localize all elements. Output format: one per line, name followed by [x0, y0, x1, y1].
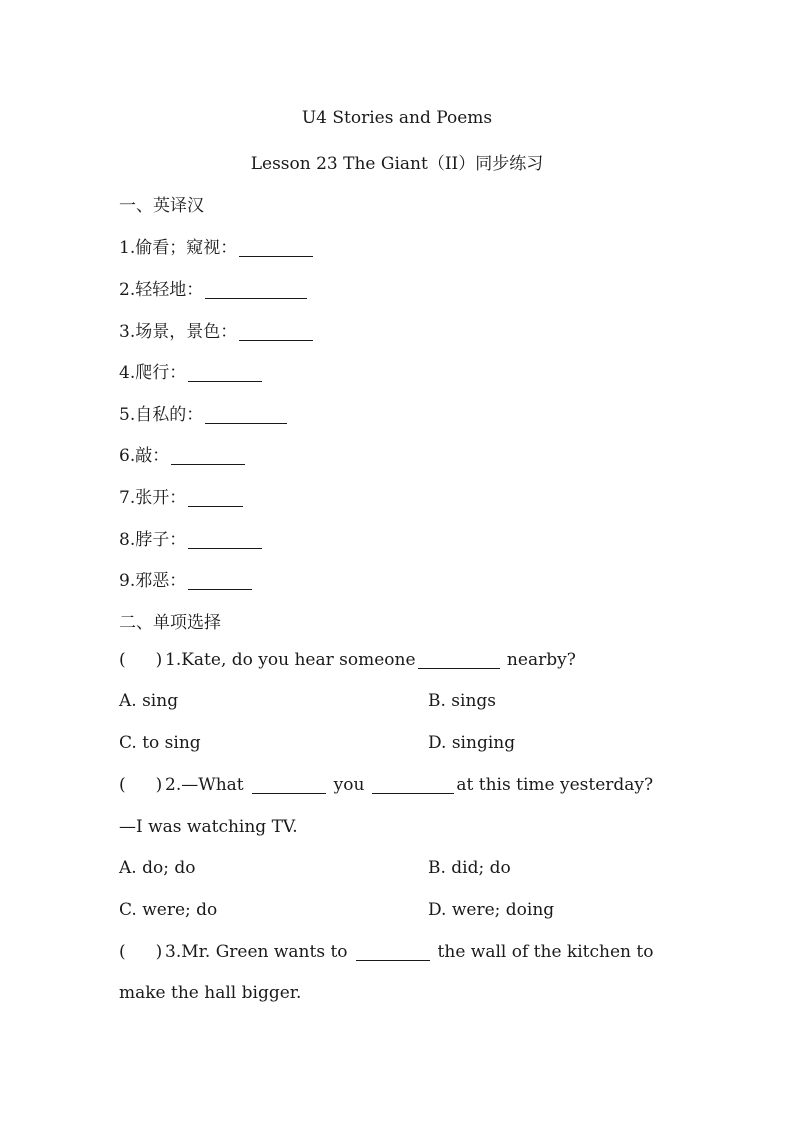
- answer-blank-4[interactable]: [188, 380, 262, 382]
- section-heading-translation: 一、英译汉: [119, 196, 204, 216]
- answer-paren-1[interactable]: ( ): [119, 650, 163, 670]
- answer-blank-6[interactable]: [171, 463, 245, 465]
- vocab-item-5: [119, 400, 289, 425]
- vocab-item-2: [119, 275, 309, 300]
- answer-blank-3[interactable]: [239, 339, 313, 341]
- question-1: [119, 650, 576, 670]
- answer-blank-2[interactable]: [205, 297, 307, 299]
- answer-paren-3[interactable]: ( ): [119, 942, 163, 962]
- question-3-text-before: 3.Mr. Green wants to: [165, 942, 348, 962]
- vocab-label-4: 4.爬行：: [119, 363, 187, 383]
- answer-blank-1[interactable]: [239, 255, 313, 257]
- vocab-label-3: 3.场景，景色：: [119, 322, 238, 342]
- vocab-label-7: 7.张开：: [119, 488, 187, 508]
- answer-blank-9[interactable]: [188, 588, 252, 590]
- vocab-item-1: [119, 233, 315, 258]
- vocab-item-4: [119, 358, 264, 383]
- answer-paren-2[interactable]: ( ): [119, 775, 163, 795]
- question-3-text-after: the wall of the kitchen to: [437, 942, 654, 962]
- vocab-item-3: [119, 317, 315, 342]
- section-heading-choice: 二、单项选择: [119, 613, 221, 633]
- document-title: U4 Stories and Poems: [301, 108, 493, 128]
- vocab-item-7: [119, 483, 245, 508]
- question-2-option-a[interactable]: A. do; do: [119, 858, 196, 878]
- answer-blank-5[interactable]: [205, 422, 287, 424]
- document-subtitle: Lesson 23 The Giant（II）同步练习: [250, 154, 544, 174]
- vocab-label-1: 1.偷看；窥视：: [119, 238, 238, 258]
- question-2-answer-line: —I was watching TV.: [119, 817, 298, 837]
- question-2-text-mid: you: [333, 775, 365, 795]
- answer-blank-7[interactable]: [188, 505, 243, 507]
- question-1-text-before: 1.Kate, do you hear someone: [165, 650, 416, 670]
- vocab-label-2: 2.轻轻地：: [119, 280, 204, 300]
- question-2-option-b[interactable]: B. did; do: [428, 858, 511, 878]
- question-3: [119, 942, 653, 962]
- answer-blank-8[interactable]: [188, 547, 262, 549]
- vocab-label-6: 6.敲：: [119, 446, 170, 466]
- vocab-item-6: [119, 441, 247, 466]
- vocab-label-5: 5.自私的：: [119, 405, 204, 425]
- question-2-blank-1[interactable]: [252, 792, 326, 794]
- question-2: [119, 775, 653, 795]
- question-3-continuation: make the hall bigger.: [119, 983, 302, 1003]
- vocab-label-8: 8.脖子：: [119, 530, 187, 550]
- question-1-blank[interactable]: [418, 667, 500, 669]
- question-1-option-b[interactable]: B. sings: [428, 691, 497, 711]
- vocab-item-9: [119, 566, 254, 591]
- question-2-blank-2[interactable]: [372, 792, 454, 794]
- question-2-text-before: 2.—What: [165, 775, 244, 795]
- vocab-item-8: [119, 525, 264, 550]
- question-2-option-c[interactable]: C. were; do: [119, 900, 218, 920]
- vocab-label-9: 9.邪恶：: [119, 571, 187, 591]
- question-1-option-a[interactable]: A. sing: [119, 691, 179, 711]
- question-1-option-c[interactable]: C. to sing: [119, 733, 201, 753]
- question-3-blank[interactable]: [356, 959, 430, 961]
- question-1-option-d[interactable]: D. singing: [428, 733, 516, 753]
- question-2-text-after: at this time yesterday?: [456, 775, 654, 795]
- question-2-option-d[interactable]: D. were; doing: [428, 900, 555, 920]
- question-1-text-after: nearby?: [501, 650, 576, 670]
